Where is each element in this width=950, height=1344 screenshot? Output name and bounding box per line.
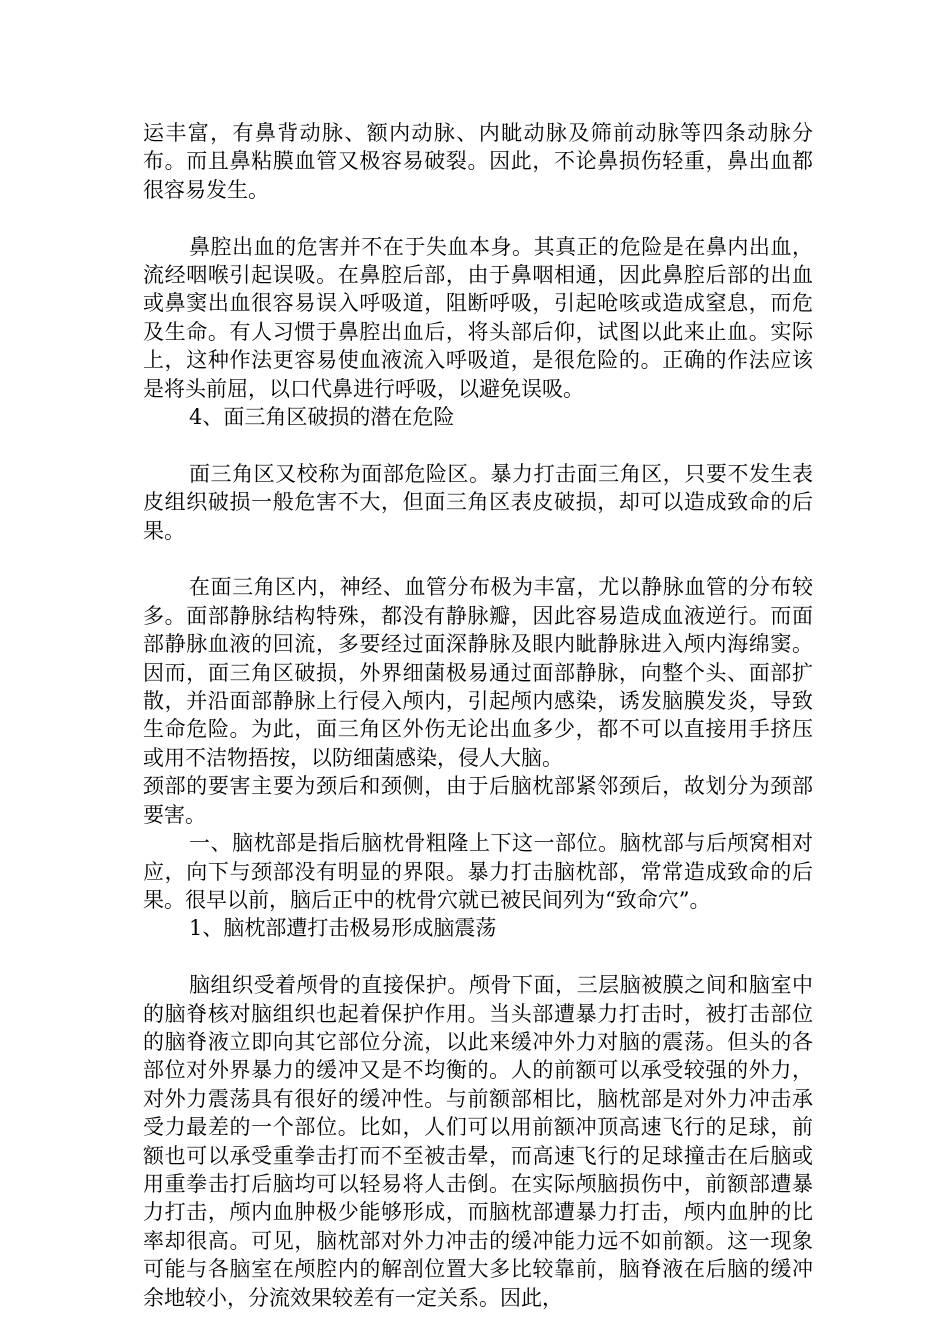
paragraph-face-triangle-intro: 面三角区又校称为面部危险区。暴力打击面三角区，只要不发生表皮组织破损一般危害不大，但面三角区表皮破损，却可以造成致命的后果。 <box>143 461 813 543</box>
paragraph-nasal-bleeding-danger: 鼻腔出血的危害并不在于失血本身。其真正的危险是在鼻内出血，流经咽喉引起误吸。在鼻腔后部，由于鼻咽相通，因此鼻腔后部的出血或鼻窦出血很容易误入呼吸道，阻断呼吸，引起呛咳或造成窒息，而危及生命。有人习惯于鼻腔出血后，将头部后仰，试图以此来止血。实际上，这种作法更容易使血液流入呼吸道，是很危险的。正确的作法应该是将头前屈，以口代鼻进行呼吸，以避免误吸。 <box>143 234 813 401</box>
section-heading-concussion: 1、脑枕部遭打击极易形成脑震荡 <box>189 916 497 941</box>
document-page <box>143 119 813 1312</box>
paragraph-occipital-region: 一、脑枕部是指后脑枕骨粗隆上下这一部位。脑枕部与后颅窝相对应，向下与颈部没有明显的界限。暴力打击脑枕部，常常造成致命的后果。很早以前，脑后正中的枕骨穴就已被民间列为“致命穴”。 <box>143 831 813 912</box>
paragraph-nose-blood-supply: 运丰富，有鼻背动脉、额内动脉、内眦动脉及筛前动脉等四条动脉分布。而且鼻粘膜血管又极容易破裂。因此，不论鼻损伤轻重，鼻出血都很容易发生。 <box>143 121 813 202</box>
paragraph-brain-protection: 脑组织受着颅骨的直接保护。颅骨下面，三层脑被膜之间和脑室中的脑脊核对脑组织也起着保护作用。当头部遭暴力打击时，被打击部位的脑脊液立即向其它部位分流，以此来缓冲外力对脑的震荡。但头的各部位对外界暴力的缓冲又是不均衡的。人的前额可以承受较强的外力，对外力震荡具有很好的缓冲性。与前额部相比，脑枕部是对外力冲击承受力最差的一个部位。比如，人们可以用前额冲顶高速飞行的足球，前额也可以承受重拳击打而不至被击晕，而高速飞行的足球撞击在后脑或用重拳击打后脑均可以轻易将人击倒。在实际颅脑损伤中，前额部遭暴力打击，颅内血肿极少能够形成，而脑枕部遭暴力打击，颅内血肿的比率却很高。可见，脑枕部对外力冲击的缓冲能力远不如前额。这一现象可能与各脑室在颅腔内的解剖位置大多比较靠前，脑脊液在后脑的缓冲余地较小，分流效果较差有一定关系。因此， <box>143 973 813 1310</box>
paragraph-face-triangle-veins: 在面三角区内，神经、血管分布极为丰富，尤以静脉血管的分布较多。面部静脉结构特殊，都没有静脉瓣，因此容易造成血液逆行。而面部静脉血液的回流，多要经过面深静脉及眼内眦静脉进入颅内海绵窦。因而，面三角区破损，外界细菌极易通过面部静脉，向整个头、面部扩散，并沿面部静脉上行侵入颅内，引起颅内感染，诱发脑膜发炎，导致生命危险。为此，面三角区外伤无论出血多少，都不可以直接用手挤压或用不洁物捂按，以防细菌感染，侵人大脑。 <box>143 575 813 770</box>
section-heading-face-triangle: 4、面三角区破损的潜在危险 <box>189 405 455 430</box>
paragraph-neck-vital-points: 颈部的要害主要为颈后和颈侧，由于后脑枕部紧邻颈后，故划分为颈部要害。 <box>143 774 813 827</box>
